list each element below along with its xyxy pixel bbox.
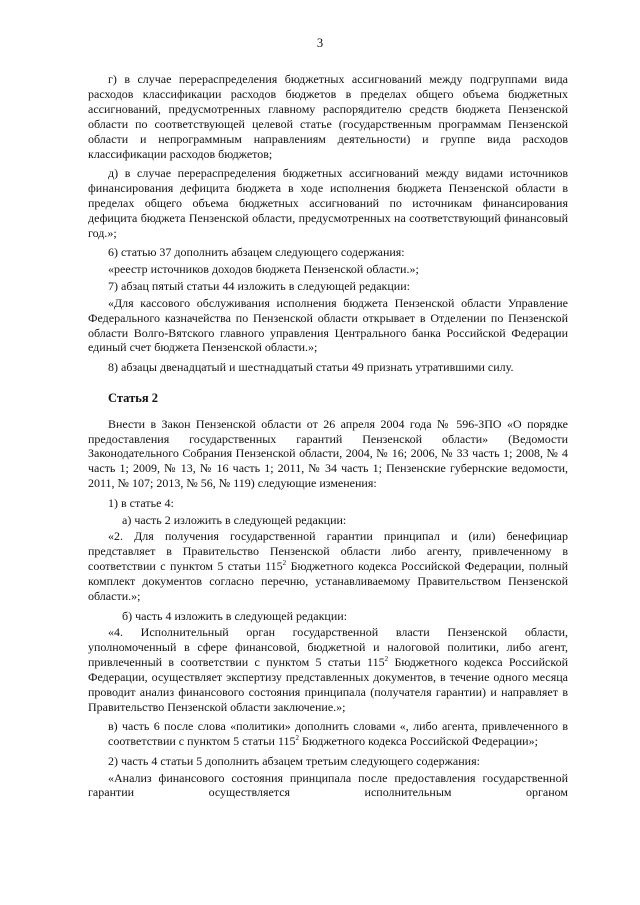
paragraph-point-7: 7) абзац пятый статьи 44 изложить в следующей редакции: xyxy=(108,278,410,293)
paragraph-item-d: д) в случае перераспределения бюджетных ассигнований между видами источников финансирования дефицита бюджета в ходе исполнения бюджета Пензенской области в пределах общего объема бюджетных ассигнований по источникам финансирования дефицита бюджета Пензенской области, предусмотренных на соответствующий финансовый год.»; xyxy=(88,165,568,240)
text-fragment: Бюджетного кодекса Российской Федерации, полный комплект документов согласно перечню, устанавливаемому Правительством Пензенской области.»; xyxy=(88,559,568,604)
paragraph-quote-part-2 xyxy=(88,529,568,604)
paragraph-point-2: 2) часть 4 статьи 5 дополнить абзацем третьим следующего содержания: xyxy=(108,753,480,768)
paragraph-point-6: 6) статью 37 дополнить абзацем следующего содержания: xyxy=(108,244,405,259)
superscript: 2 xyxy=(295,734,300,743)
paragraph-subpoint-a: а) часть 2 изложить в следующей редакции: xyxy=(122,512,347,527)
paragraph-quote-cash-service: «Для кассового обслуживания исполнения бюджета Пензенской области Управление Федерального казначейства по Пензенской области открывает в Отделении по Пензенской области Волго-Вятского главного управления Центрального банка Российской Федерации единый счет бюджета Пензенской области.»; xyxy=(88,295,568,355)
text-fragment: Бюджетного кодекса Российской Федерации, осуществляет экспертизу представленных документов, в течение одного месяца проводит анализ финансового состояния принципала (получателя гарантии) и направляет в Правительство Пензенской области заключение.»; xyxy=(88,655,568,714)
superscript: 2 xyxy=(282,559,287,568)
paragraph-subpoint-b: б) часть 4 изложить в следующей редакции: xyxy=(122,608,348,623)
article-heading: Статья 2 xyxy=(108,390,158,405)
paragraph-quote-registry: «реестр источников доходов бюджета Пензенской области.»; xyxy=(108,261,419,276)
text-fragment: «2. Для получения государственной гарантии принципал и (или) бенефициар представляет в Правительство Пензенской области либо агенту, привлеченному в соответствии с пунктом 5 статьи 115 xyxy=(88,529,568,574)
paragraph-point-1: 1) в статье 4: xyxy=(108,495,174,510)
paragraph-item-g: г) в случае перераспределения бюджетных ассигнований между подгруппами вида расходов классификации расходов бюджетов в пределах общего объема бюджетных ассигнований, предусмотренных главному распорядителю средств бюджета Пензенской области по соответствующей целевой статье (государственным программам Пензенской области и непрограммным направлениям деятельности) и группе вида расходов классификации расходов бюджетов; xyxy=(88,72,568,161)
document-body xyxy=(88,72,568,805)
paragraph-point-8: 8) абзацы двенадцатый и шестнадцатый статьи 49 признать утратившими силу. xyxy=(108,359,514,374)
page-number: 3 xyxy=(316,36,324,50)
superscript: 2 xyxy=(384,655,389,664)
text-fragment: Бюджетного кодекса Российской Федерации»; xyxy=(299,734,538,749)
paragraph-subpoint-v xyxy=(88,719,568,749)
text-fragment: в) часть 6 после слова «политики» дополнить словами «, либо агента, привлеченного в соответствии с пунктом 5 статьи 115 xyxy=(108,719,568,749)
paragraph-quote-part-4 xyxy=(88,625,568,714)
paragraph-quote-analysis: «Анализ финансового состояния принципала после предоставления государственной гарантии осуществляется исполнительным органом xyxy=(88,770,568,800)
paragraph-amendment-intro: Внести в Закон Пензенской области от 26 апреля 2004 года № 596-ЗПО «О порядке предоставления государственных гарантий Пензенской области» (Ведомости Законодательного Собрания Пензенской области, 2004, № 16; 2006, № 33 часть 1; 2008, № 4 часть 1; 2009, № 13, № 16 часть 1; 2011, № 34 часть 1; Пензенские губернские ведомости, 2011, № 107; 2013, № 56, № 119) следующие изменения: xyxy=(88,416,568,491)
text-fragment: «4. Исполнительный орган государственной власти Пензенской области, уполномоченный в сфере финансовой, бюджетной и налоговой политики, либо агент, привлеченный в соответствии с пунктом 5 статьи 115 xyxy=(88,625,568,670)
